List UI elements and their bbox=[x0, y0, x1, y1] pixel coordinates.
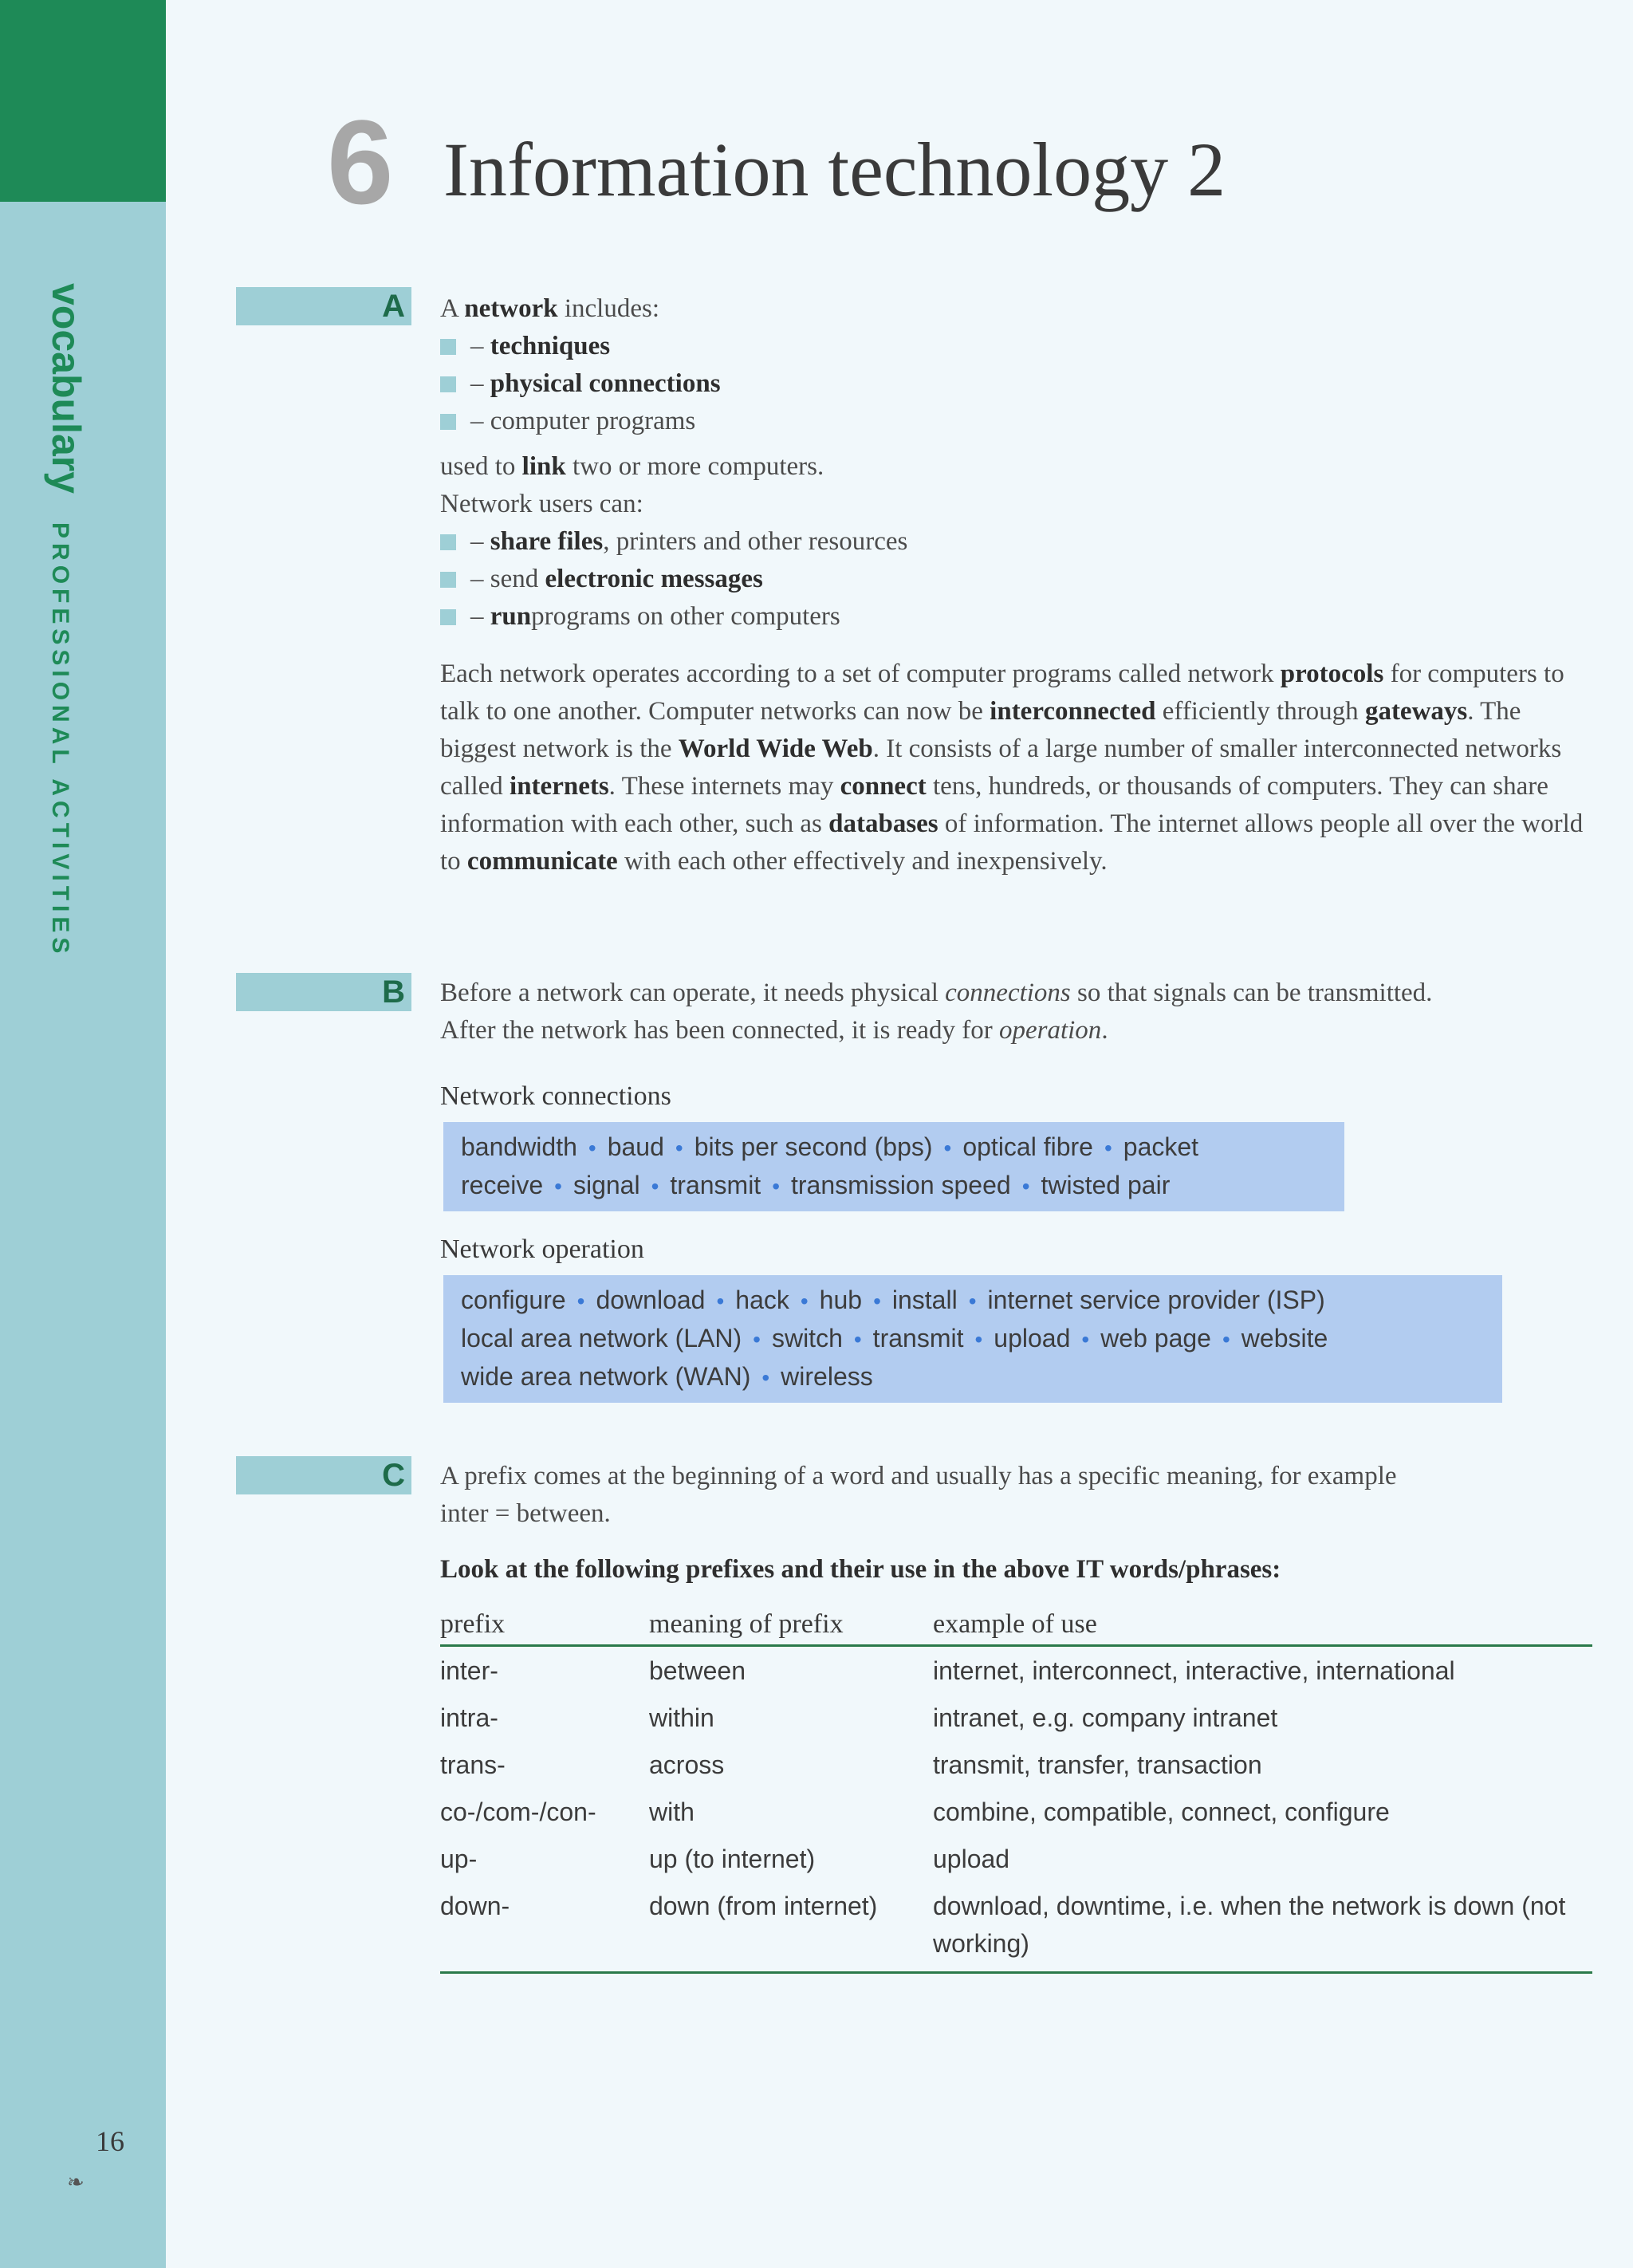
table-cell: inter- bbox=[440, 1656, 498, 1685]
vocab-term: baud bbox=[607, 1132, 664, 1161]
network-connections-heading: Network connections bbox=[440, 1081, 671, 1111]
square-bullet-icon bbox=[440, 414, 456, 430]
bullet-dot-icon: • bbox=[651, 1174, 659, 1199]
page-mark-icon: ❧ bbox=[67, 2171, 85, 2194]
bullet-dot-icon: • bbox=[576, 1289, 585, 1313]
vocab-term: install bbox=[891, 1286, 958, 1314]
square-bullet-icon bbox=[440, 376, 456, 392]
section-tab-a bbox=[236, 287, 411, 325]
vocab-term: transmit bbox=[872, 1324, 964, 1353]
list-item: – physical connections bbox=[440, 365, 907, 403]
section-tab-b bbox=[236, 973, 411, 1011]
column-header: meaning of prefix bbox=[649, 1609, 844, 1639]
page-number: 16 bbox=[96, 2125, 124, 2157]
section-a-lists bbox=[440, 290, 907, 636]
bullet-dot-icon: • bbox=[753, 1327, 761, 1352]
word-list-line bbox=[461, 1358, 1485, 1396]
used-to-link: used to link two or more computers. bbox=[440, 452, 824, 481]
table-cell: up (to internet) bbox=[649, 1845, 816, 1873]
word-list-line bbox=[461, 1282, 1485, 1320]
bullet-dot-icon: • bbox=[588, 1136, 596, 1160]
table-cell: trans- bbox=[440, 1750, 506, 1779]
vocab-term: website bbox=[1241, 1324, 1328, 1353]
vocab-term: receive bbox=[461, 1171, 544, 1199]
section-c-intro: A prefix comes at the beginning of a word and usually has a specific meaning, for example inter = between. bbox=[440, 1462, 1397, 1528]
vocab-term: wide area network (WAN) bbox=[461, 1362, 751, 1391]
network-operation-heading: Network operation bbox=[440, 1234, 644, 1264]
vocab-term: twisted pair bbox=[1041, 1171, 1171, 1199]
bullet-dot-icon: • bbox=[554, 1174, 562, 1199]
bullet-dot-icon: • bbox=[800, 1289, 809, 1313]
table-cell: down- bbox=[440, 1892, 510, 1920]
table-cell: transmit, transfer, transaction bbox=[933, 1750, 1262, 1779]
bullet-dot-icon: • bbox=[1222, 1327, 1230, 1352]
bullet-dot-icon: • bbox=[716, 1289, 725, 1313]
vocab-term: packet bbox=[1123, 1132, 1199, 1161]
sidebar-green-block bbox=[0, 0, 166, 202]
bullet-dot-icon: • bbox=[853, 1327, 862, 1352]
table-cell: between bbox=[649, 1656, 746, 1685]
vocab-term: wireless bbox=[781, 1362, 873, 1391]
bullet-dot-icon: • bbox=[761, 1365, 770, 1390]
prefix-instruction: Look at the following prefixes and their use in the above IT words/phrases: bbox=[440, 1555, 1281, 1584]
table-cell: up- bbox=[440, 1845, 478, 1873]
vocab-term: switch bbox=[771, 1324, 843, 1353]
vocab-term: transmission speed bbox=[791, 1171, 1011, 1199]
bullet-dot-icon: • bbox=[675, 1136, 683, 1160]
bullet-dot-icon: • bbox=[974, 1327, 983, 1352]
page-title: Information technology 2 bbox=[443, 127, 1226, 212]
list-item: – computer programs bbox=[440, 403, 907, 440]
column-header: prefix bbox=[440, 1609, 506, 1639]
network-intro: A network includes: bbox=[440, 294, 659, 323]
table-cell: down (from internet) bbox=[649, 1892, 878, 1920]
table-cell: with bbox=[649, 1797, 695, 1826]
table-cell: within bbox=[649, 1703, 714, 1732]
vocab-term: bandwidth bbox=[461, 1132, 577, 1161]
table-cell: intra- bbox=[440, 1703, 498, 1732]
vocab-term: hack bbox=[735, 1286, 789, 1314]
vocab-term: bits per second (bps) bbox=[694, 1132, 933, 1161]
table-cell: internet, interconnect, interactive, international bbox=[933, 1656, 1455, 1685]
table-cell: co-/com-/con- bbox=[440, 1797, 596, 1826]
prefix-table bbox=[440, 1605, 1592, 1974]
vocab-term: optical fibre bbox=[962, 1132, 1093, 1161]
network-connections-box bbox=[443, 1122, 1344, 1211]
users-can: Network users can: bbox=[440, 490, 643, 518]
sidebar-activities-label: PROFESSIONAL ACTIVITIES bbox=[47, 522, 73, 959]
vocab-term: internet service provider (ISP) bbox=[987, 1286, 1325, 1314]
bullet-dot-icon: • bbox=[1021, 1174, 1030, 1199]
table-header bbox=[440, 1605, 1592, 1647]
vocab-term: signal bbox=[573, 1171, 640, 1199]
table-row bbox=[440, 1741, 1592, 1788]
word-list-line bbox=[461, 1167, 1327, 1205]
vocab-term: web page bbox=[1100, 1324, 1211, 1353]
word-list-line bbox=[461, 1128, 1327, 1167]
table-row bbox=[440, 1694, 1592, 1741]
section-letter-c: C bbox=[382, 1458, 405, 1493]
bullet-dot-icon: • bbox=[968, 1289, 977, 1313]
sidebar-vertical-label bbox=[43, 283, 89, 958]
table-cell: intranet, e.g. company intranet bbox=[933, 1703, 1278, 1732]
square-bullet-icon bbox=[440, 572, 456, 588]
table-cell: across bbox=[649, 1750, 725, 1779]
bullet-dot-icon: • bbox=[1081, 1327, 1090, 1352]
table-row bbox=[440, 1882, 1592, 1967]
section-b-intro: Before a network can operate, it needs physical connections so that signals can be transmitted. After the network has been connected, it is ready for operation. bbox=[440, 978, 1433, 1045]
square-bullet-icon bbox=[440, 534, 456, 550]
square-bullet-icon bbox=[440, 339, 456, 355]
table-cell: download, downtime, i.e. when the network is down (not working) bbox=[933, 1892, 1566, 1958]
vocab-term: configure bbox=[461, 1286, 566, 1314]
vocab-term: hub bbox=[819, 1286, 863, 1314]
list-item: – techniques bbox=[440, 328, 907, 365]
table-row bbox=[440, 1835, 1592, 1882]
bullet-dot-icon: • bbox=[873, 1289, 881, 1313]
section-letter-a: A bbox=[382, 289, 405, 324]
vocab-term: transmit bbox=[670, 1171, 761, 1199]
table-bottom-rule bbox=[440, 1971, 1592, 1974]
chapter-number: 6 bbox=[327, 95, 394, 229]
list-item: – send electronic messages bbox=[440, 561, 907, 598]
bullet-dot-icon: • bbox=[772, 1174, 780, 1199]
sidebar bbox=[0, 0, 166, 2268]
vocab-term: download bbox=[596, 1286, 706, 1314]
table-body bbox=[440, 1647, 1592, 1967]
network-operation-box bbox=[443, 1275, 1502, 1403]
section-letter-b: B bbox=[382, 975, 405, 1010]
section-a-paragraph: Each network operates according to a set of computer programs called network protocols for computers to talk to one another. Computer networks can now be interconnected efficiently through gateways. The biggest network is the World Wide Web. It consists of a large number of smaller interconnected networks called internets. These internets may connect tens, hundreds, or thousands of computers. They can share information with each other, such as databases of information. The internet allows people all over the world to communicate with each other effectively and inexpensively. bbox=[440, 660, 1584, 876]
vocab-term: upload bbox=[994, 1324, 1071, 1353]
sidebar-vocabulary-label: vocabulary bbox=[44, 283, 89, 494]
vocab-term: local area network (LAN) bbox=[461, 1324, 742, 1353]
bullet-dot-icon: • bbox=[1104, 1136, 1112, 1160]
word-list-line bbox=[461, 1320, 1485, 1358]
table-cell: combine, compatible, connect, configure bbox=[933, 1797, 1390, 1826]
table-row bbox=[440, 1788, 1592, 1835]
list-item: – share files , printers and other resources bbox=[440, 523, 907, 561]
section-tab-c bbox=[236, 1456, 411, 1494]
square-bullet-icon bbox=[440, 609, 456, 625]
bullet-dot-icon: • bbox=[943, 1136, 952, 1160]
list-item: – run programs on other computers bbox=[440, 598, 907, 636]
table-cell: upload bbox=[933, 1845, 1010, 1873]
column-header: example of use bbox=[933, 1609, 1097, 1639]
table-row bbox=[440, 1647, 1592, 1694]
